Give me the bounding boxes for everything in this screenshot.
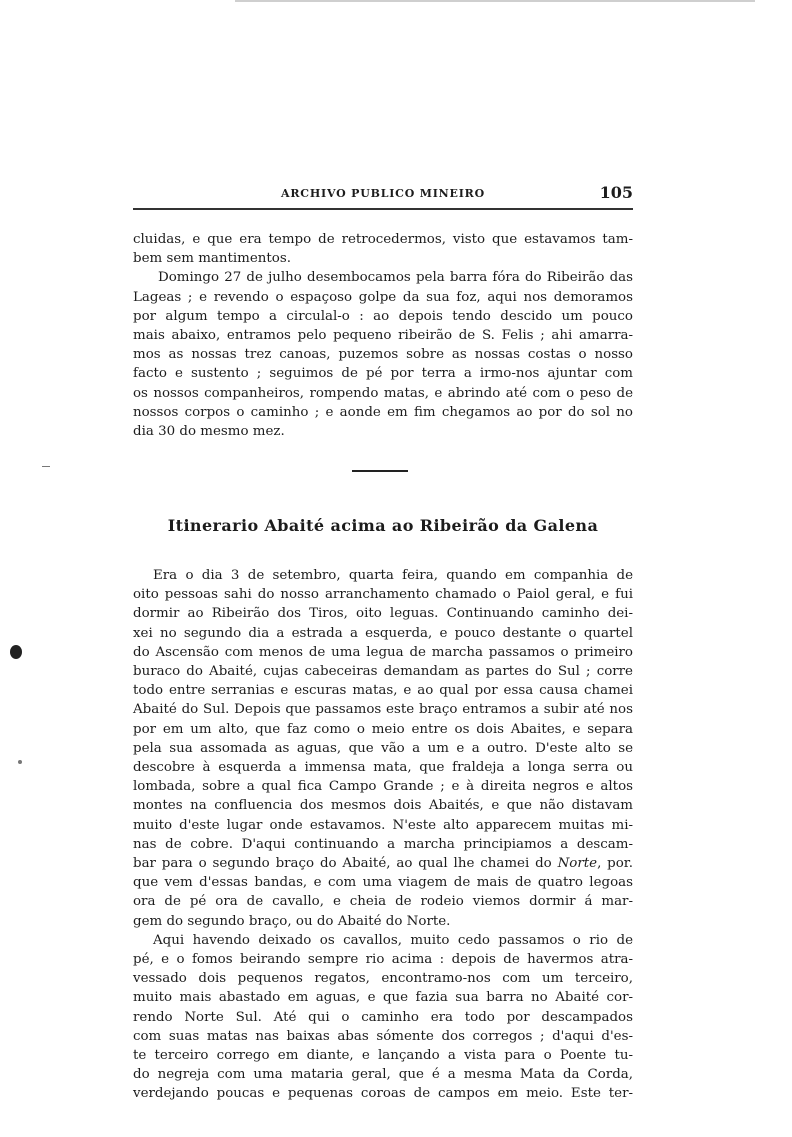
- text-line: buraco do Abaité, cujas cabeceiras demandam as partes do Sul ; corre: [133, 664, 633, 680]
- text-line: gem do segundo braço, ou do Abaité do Norte.: [133, 913, 451, 929]
- header-rule: [133, 208, 633, 210]
- text-line: pela sua assomada as aguas, que vão a um e a outro. D'este alto se: [133, 740, 633, 756]
- text-line: pé, e o fomos beirando sempre rio acima : depois de havermos atra-: [133, 952, 633, 968]
- section-title: Itinerario Abaité acima ao Ribeirão da Galena: [167, 516, 599, 535]
- text-line: cluidas, e que era tempo de retrocedermos, visto que estavamos tam-: [133, 232, 633, 247]
- text-line: do Ascensão com menos de uma legua de marcha passamos o primeiro: [133, 644, 633, 660]
- text-fragment: , por.: [597, 856, 633, 872]
- text-line: com suas matas nas baixas abas sómente dos corregos ; d'aqui d'es-: [133, 1028, 633, 1044]
- continued-text: [133, 230, 633, 441]
- text-line: verdejando poucas e pequenas coroas de campos em meio. Este ter-: [133, 1086, 633, 1102]
- text-line: por em um alto, que faz como o meio entre os dois Abaites, e separa: [133, 721, 633, 737]
- text-line: muito mais abastado em aguas, e que fazia sua barra no Abaité cor-: [133, 990, 633, 1006]
- text-line: montes na confluencia dos mesmos dois Abaités, e que não distavam: [133, 798, 633, 814]
- text-line: bem sem mantimentos.: [133, 251, 291, 267]
- text-fragment: bar para o segundo braço do Abaité, ao qual lhe chamei do: [133, 856, 552, 872]
- text-line: ora de pé ora de cavallo, e cheia de rodeio viemos dormir á mar-: [133, 894, 633, 910]
- text-line: os nossos companheiros, rompendo matas, e abrindo até com o peso de: [133, 385, 633, 401]
- text-line: xei no segundo dia a estrada a esquerda, e pouco destante o quartel: [133, 625, 633, 641]
- text-line: vessado dois pequenos regatos, encontramo-nos com um terceiro,: [133, 971, 633, 987]
- text-line: rendo Norte Sul. Até qui o caminho era todo por descampados: [133, 1009, 633, 1025]
- text-line: facto e sustento ; seguimos de pé por terra a irmo-nos ajuntar com: [133, 366, 633, 382]
- scan-blot: [10, 645, 22, 659]
- text-line: Lageas ; e revendo o espaçoso golpe da sua foz, aqui nos demoramos: [133, 289, 633, 305]
- page-number: 105: [599, 183, 633, 202]
- text-line: que vem d'essas bandas, e com uma viagem de mais de quatro legoas: [133, 875, 633, 891]
- text-line: mos as nossas trez canoas, puzemos sobre as nossas costas o nosso: [133, 347, 633, 363]
- text-line: oito pessoas sahi do nosso arranchamento chamado o Paiol geral, e fui: [133, 587, 633, 603]
- section-divider: [352, 470, 408, 472]
- itinerary-text: [133, 566, 633, 1104]
- text-line: mais abaixo, entramos pelo pequeno ribeirão de S. Felis ; ahi amarra-: [133, 328, 633, 344]
- running-title: ARCHIVO PUBLICO MINEIRO: [281, 187, 485, 200]
- text-line: do negreja com uma mataria geral, que é a mesma Mata da Corda,: [133, 1067, 633, 1083]
- text-line: nossos corpos o caminho ; e aonde em fim chegamos ao por do sol no: [133, 404, 633, 420]
- scan-dash: [42, 466, 50, 467]
- text-line: por algum tempo a circulal-o : ao depois tendo descido um pouco: [133, 308, 633, 324]
- top-scan-edge: [235, 0, 755, 2]
- text-line: dormir ao Ribeirão dos Tiros, oito leguas. Continuando caminho dei-: [133, 606, 633, 622]
- text-line: muito d'este lugar onde estavamos. N'este alto apparecem muitas mi-: [133, 817, 633, 833]
- running-header: [133, 185, 633, 207]
- text-line: nas de cobre. D'aqui continuando a marcha principiamos a descam-: [133, 836, 633, 852]
- text-line: Domingo 27 de julho desembocamos pela barra fóra do Ribeirão das: [158, 270, 633, 286]
- text-line: te terceiro corrego em diante, e lançando a vista para o Poente tu-: [133, 1048, 633, 1064]
- text-line: Abaité do Sul. Depois que passamos este braço entramos a subir até nos: [133, 702, 633, 718]
- text-line: Era o dia 3 de setembro, quarta feira, quando em companhia de: [153, 568, 633, 583]
- text-line: descobre à esquerda a immensa mata, que fraldeja a longa serra ou: [133, 760, 633, 776]
- text-line-with-italic: [133, 854, 633, 873]
- text-line: todo entre serranias e escuras matas, e ao qual por essa causa chamei: [133, 683, 633, 699]
- scan-speck: [18, 760, 22, 764]
- text-line: Aqui havendo deixado os cavallos, muito cedo passamos o rio de: [153, 932, 633, 948]
- text-line: dia 30 do mesmo mez.: [133, 424, 285, 440]
- text-line: lombada, sobre a qual fica Campo Grande ; e à direita negros e altos: [133, 779, 633, 795]
- italic-word: Norte: [557, 856, 598, 872]
